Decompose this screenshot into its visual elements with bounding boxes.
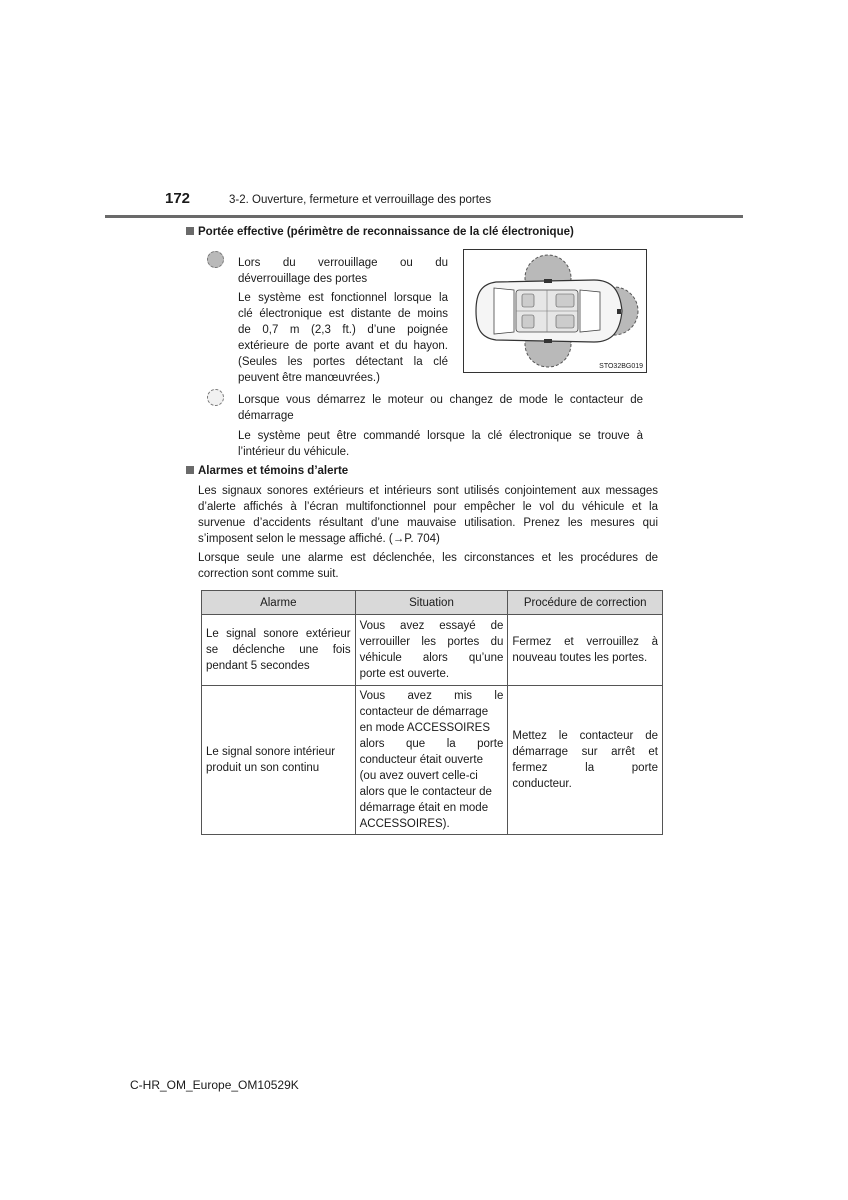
section-title-text: Portée effective (périmètre de reconnaissance de la clé électronique)	[198, 226, 574, 238]
footer-document-code: C-HR_OM_Europe_OM10529K	[130, 1078, 299, 1092]
column-header-alarm: Alarme	[202, 591, 356, 615]
table-cell-procedure: Mettez le contacteur de démarrage sur arrêt et fermez la porte conducteur.	[508, 686, 663, 835]
section-title-alarms	[186, 465, 348, 477]
column-header-procedure: Procédure de correction	[508, 591, 663, 615]
column-header-situation: Situation	[355, 591, 508, 615]
table-cell-alarm: Le signal sonore intérieur produit un son continu	[202, 686, 356, 835]
header-rule	[105, 215, 743, 218]
vehicle-top-view-diagram	[464, 250, 646, 372]
item1-heading: Lors du verrouillage ou du déverrouillage des portes	[238, 257, 448, 285]
table-cell-situation: Vous avez mis le contacteur de démarrage en mode ACCESSOIRES alors que la porte conducteur était ouverte (ou avez ouvert celle-ci alors que le contacteur de démarrage était en mode ACCESSOIRES).	[355, 686, 508, 835]
table-cell-situation: Vous avez essayé de verrouiller les portes du véhicule alors qu’une porte est ouverte.	[355, 615, 508, 686]
alarms-paragraph-2: Lorsque seule une alarme est déclenchée, les circonstances et les procédures de correction sont comme suit.	[198, 552, 658, 580]
dark-zone-icon	[207, 251, 224, 268]
alarm-table	[201, 590, 663, 835]
light-zone-icon	[207, 389, 224, 406]
alarms-paragraph-1: Les signaux sonores extérieurs et intérieurs sont utilisés conjointement aux messages d’alerte affichés à l’écran multifonctionnel pour empêcher le vol du véhicule et la survenue d’accidents résultant d’une mauvaise utilisation. Prenez les mesures qui s’imposent selon le message affiché. (→P. 704)	[198, 485, 658, 545]
table-header-row	[202, 591, 663, 615]
chapter-title: 3-2. Ouverture, fermeture et verrouillage des portes	[229, 194, 492, 206]
figure-code: STO32BG019	[599, 363, 643, 370]
square-bullet-icon	[186, 466, 194, 474]
section-title-range	[186, 226, 574, 238]
item2-body: Le système peut être commandé lorsque la clé électronique se trouve à l’intérieur du véhicule.	[238, 430, 643, 458]
square-bullet-icon	[186, 227, 194, 235]
section-title-text: Alarmes et témoins d’alerte	[198, 465, 349, 477]
table-row	[202, 615, 663, 686]
table-cell-procedure: Fermez et verrouillez à nouveau toutes les portes.	[508, 615, 663, 686]
item1-body: Le système est fonctionnel lorsque la clé électronique est distante de moins de 0,7 m (2,3 ft.) d’une poignée extérieure de porte avant et du hayon. (Seules les portes détectant la clé peuvent être manœuvrées.)	[238, 292, 448, 384]
page-number: 172	[165, 190, 191, 207]
vehicle-range-figure	[463, 249, 647, 373]
table-row	[202, 686, 663, 835]
table-cell-alarm: Le signal sonore extérieur se déclenche une fois pendant 5 secondes	[202, 615, 356, 686]
item2-heading: Lorsque vous démarrez le moteur ou changez de mode le contacteur de démarrage	[238, 394, 643, 422]
